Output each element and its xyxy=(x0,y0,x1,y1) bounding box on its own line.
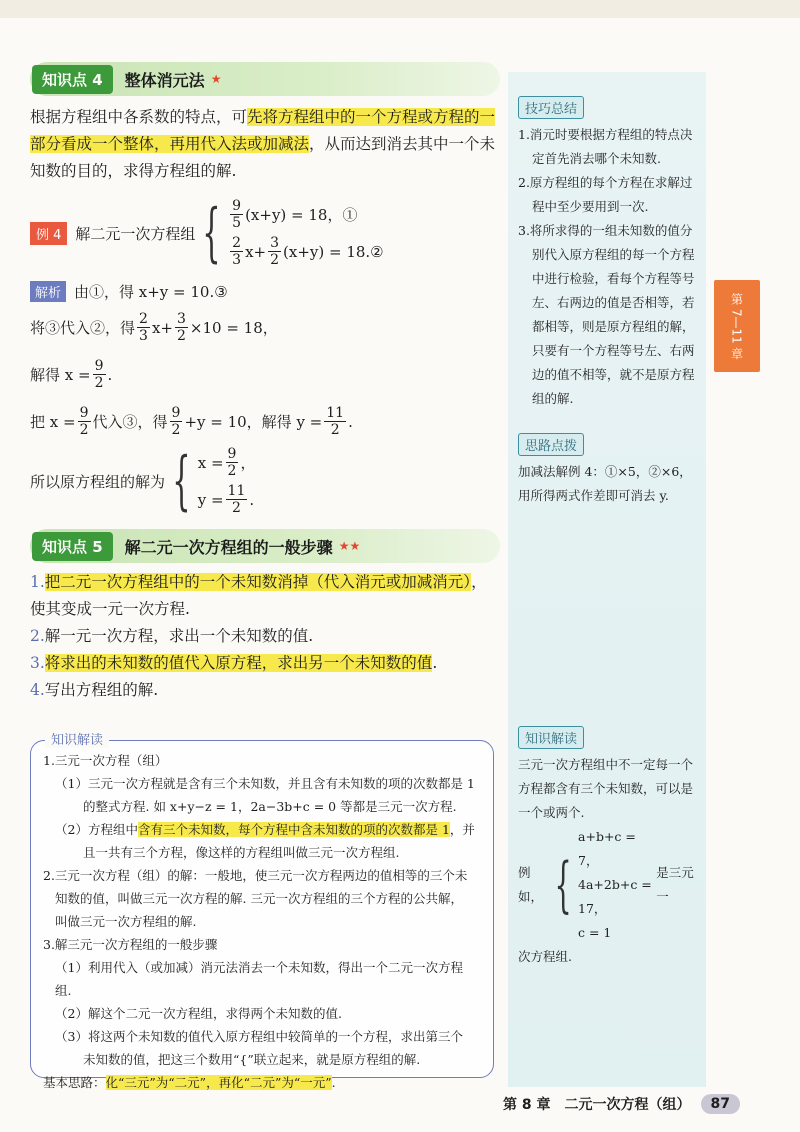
example-tag: 例 4 xyxy=(30,222,67,245)
knowledge-point-title: 整体消元法 xyxy=(124,70,205,90)
steps-list xyxy=(30,569,500,704)
main-column xyxy=(30,62,500,704)
know-text: 三元一次方程组中不一定每一个方程都含有三个未知数，可以是一个或两个. 例如， { a+b+c = 7， 4a+2b+c = 17， c = 1 是三元一 次方程组. xyxy=(518,757,694,964)
list-item: 1.消元时要根据方程组的特点决定首先消去哪个未知数. xyxy=(518,127,693,166)
solution-line-1: 解析 由①，得 x+y = 10.③ xyxy=(30,281,500,302)
interpretation-tab: 知识解读 xyxy=(45,729,109,748)
brace-icon: { xyxy=(554,850,572,920)
example-lead: 解二元一次方程组 xyxy=(75,224,196,243)
solution-line-3: 解得 x = $\frac{9}{2}$ . xyxy=(30,358,113,391)
list-item: 2.原方程组的每个方程在求解过程中至少要用到一次. xyxy=(518,175,693,214)
knowledge-point-badge: 知识点 5 xyxy=(32,532,113,561)
solution-line-2: 将③代入②，得 $\frac{2}{3}$ x+ $\frac{3}{2}$ ×10 = 18， xyxy=(30,311,278,344)
solution-tag: 解析 xyxy=(30,281,66,302)
know-tag: 知识解读 xyxy=(518,726,584,749)
idea-text: 加减法解例 4：①×5，②×6，用所得两式作差即可消去 y. xyxy=(518,464,692,503)
list-item: 1.把二元一次方程组中的一个未知数消掉（代入消元或加减消元），使其变成一元一次方程. xyxy=(30,573,487,618)
highlight: 含有三个未知数，每个方程中含未知数的项的次数都是 1 xyxy=(137,822,450,837)
chapter-tab: 第 7—11 章 xyxy=(714,280,760,372)
equation-row-2: $\frac{2}{3}$ x+ $\frac{3}{2}$ (x+y) = 18.② xyxy=(232,235,384,268)
answer-x: x = $\frac{9}{2}$ ， xyxy=(197,446,256,479)
knowledge-interpretation-box: 知识解读 1.三元一次方程（组） （1）三元一次方程就是含有三个未知数，并且含有未知数的项的次数都是 1 的整式方程. 如 x+y−z = 1，2a−3b+c = 0 等都是三元一次方程. （2）方程组中含有三个未知数，每个方程中含未知数的项的次数都是 1，并 且一共有三个方程，像这样的方程组叫做三元一次方程组. 2.三元一次方程（组）的解：一般地，使三元一次方程两边的值相等的三个未 知数的值，叫做三元一次方程的解. 三元一次方程组的三个方程的公共解， 叫做三元一次方程组的解. 3.解三元一次方程组的一般步骤 （1）利用代入（或加减）消元法消去一个未知数，得出一个二元一次方程组. （2）解这个二元一次方程组，求得两个未知数的值. （3）将这两个未知数的值代入原方程组中较简单的一个方程，求出第三个 未知数的值，把这三个数用“{”联立起来，就是原方程组的解. 基本思路：化“三元”为“二元”，再化“二元”为“一元”. xyxy=(30,740,494,1078)
highlight: 先将方程组中的一个方程或方程的一部分看成一个整体，再用代入法或加减法 xyxy=(30,108,496,153)
tips-tag: 技巧总结 xyxy=(518,96,584,119)
list-item: 4.写出方程组的解. xyxy=(30,681,159,699)
page-footer xyxy=(503,1094,740,1114)
star-icon: ★ xyxy=(210,72,222,86)
answer-y: y = $\frac{11}{2}$ . xyxy=(197,483,255,516)
page-number: 87 xyxy=(701,1094,740,1114)
knowledge-point-4-header xyxy=(30,62,500,96)
equation-row-1: $\frac{9}{5}$ (x+y) = 18，① xyxy=(232,198,358,231)
kp4-paragraph: 根据方程组中各系数的特点，可先将方程组中的一个方程或方程的一部分看成一个整体，再用代入法或加减法，从而达到消去其中一个未知数的目的，求得方程组的解. xyxy=(30,108,496,180)
list-item: 2.解一元一次方程，求出一个未知数的值. xyxy=(30,627,314,645)
knowledge-point-title: 解二元一次方程组的一般步骤 xyxy=(124,537,333,557)
solution-line-5: 所以原方程组的解为 { x = $\frac{9}{2}$ ， y = $\frac{11}{2}$ . xyxy=(30,444,256,518)
highlight: 化“三元”为“二元”，再化“二元”为“一元” xyxy=(105,1075,332,1090)
idea-tag: 思路点拨 xyxy=(518,433,584,456)
page-top-strip xyxy=(0,0,800,18)
footer-chapter: 第 8 章 二元一次方程（组） xyxy=(503,1097,691,1113)
brace-icon: { xyxy=(172,444,191,518)
star-icon: ★★ xyxy=(338,539,361,553)
sidebar xyxy=(508,72,706,1087)
list-item: 3.将求出的未知数的值代入原方程，求出另一个未知数的值. xyxy=(30,654,438,672)
list-item: 3.将所求得的一组未知数的值分别代入原方程组的每一个方程中进行检验，看每个方程等号左、右两边的值是否相等，若都相等，则是原方程组的解，只要有一个方程等号左、右两边的值不相等，就不是原方程组的解. xyxy=(518,223,695,406)
example-4 xyxy=(30,196,500,270)
knowledge-point-5-header xyxy=(30,529,500,563)
brace-icon: { xyxy=(202,196,221,270)
solution-line-4: 把 x = $\frac{9}{2}$ 代入③，得 $\frac{9}{2}$ +y = 10，解得 y = $\frac{11}{2}$ . xyxy=(30,405,353,438)
knowledge-point-badge: 知识点 4 xyxy=(32,65,113,94)
tips-list xyxy=(508,119,706,411)
